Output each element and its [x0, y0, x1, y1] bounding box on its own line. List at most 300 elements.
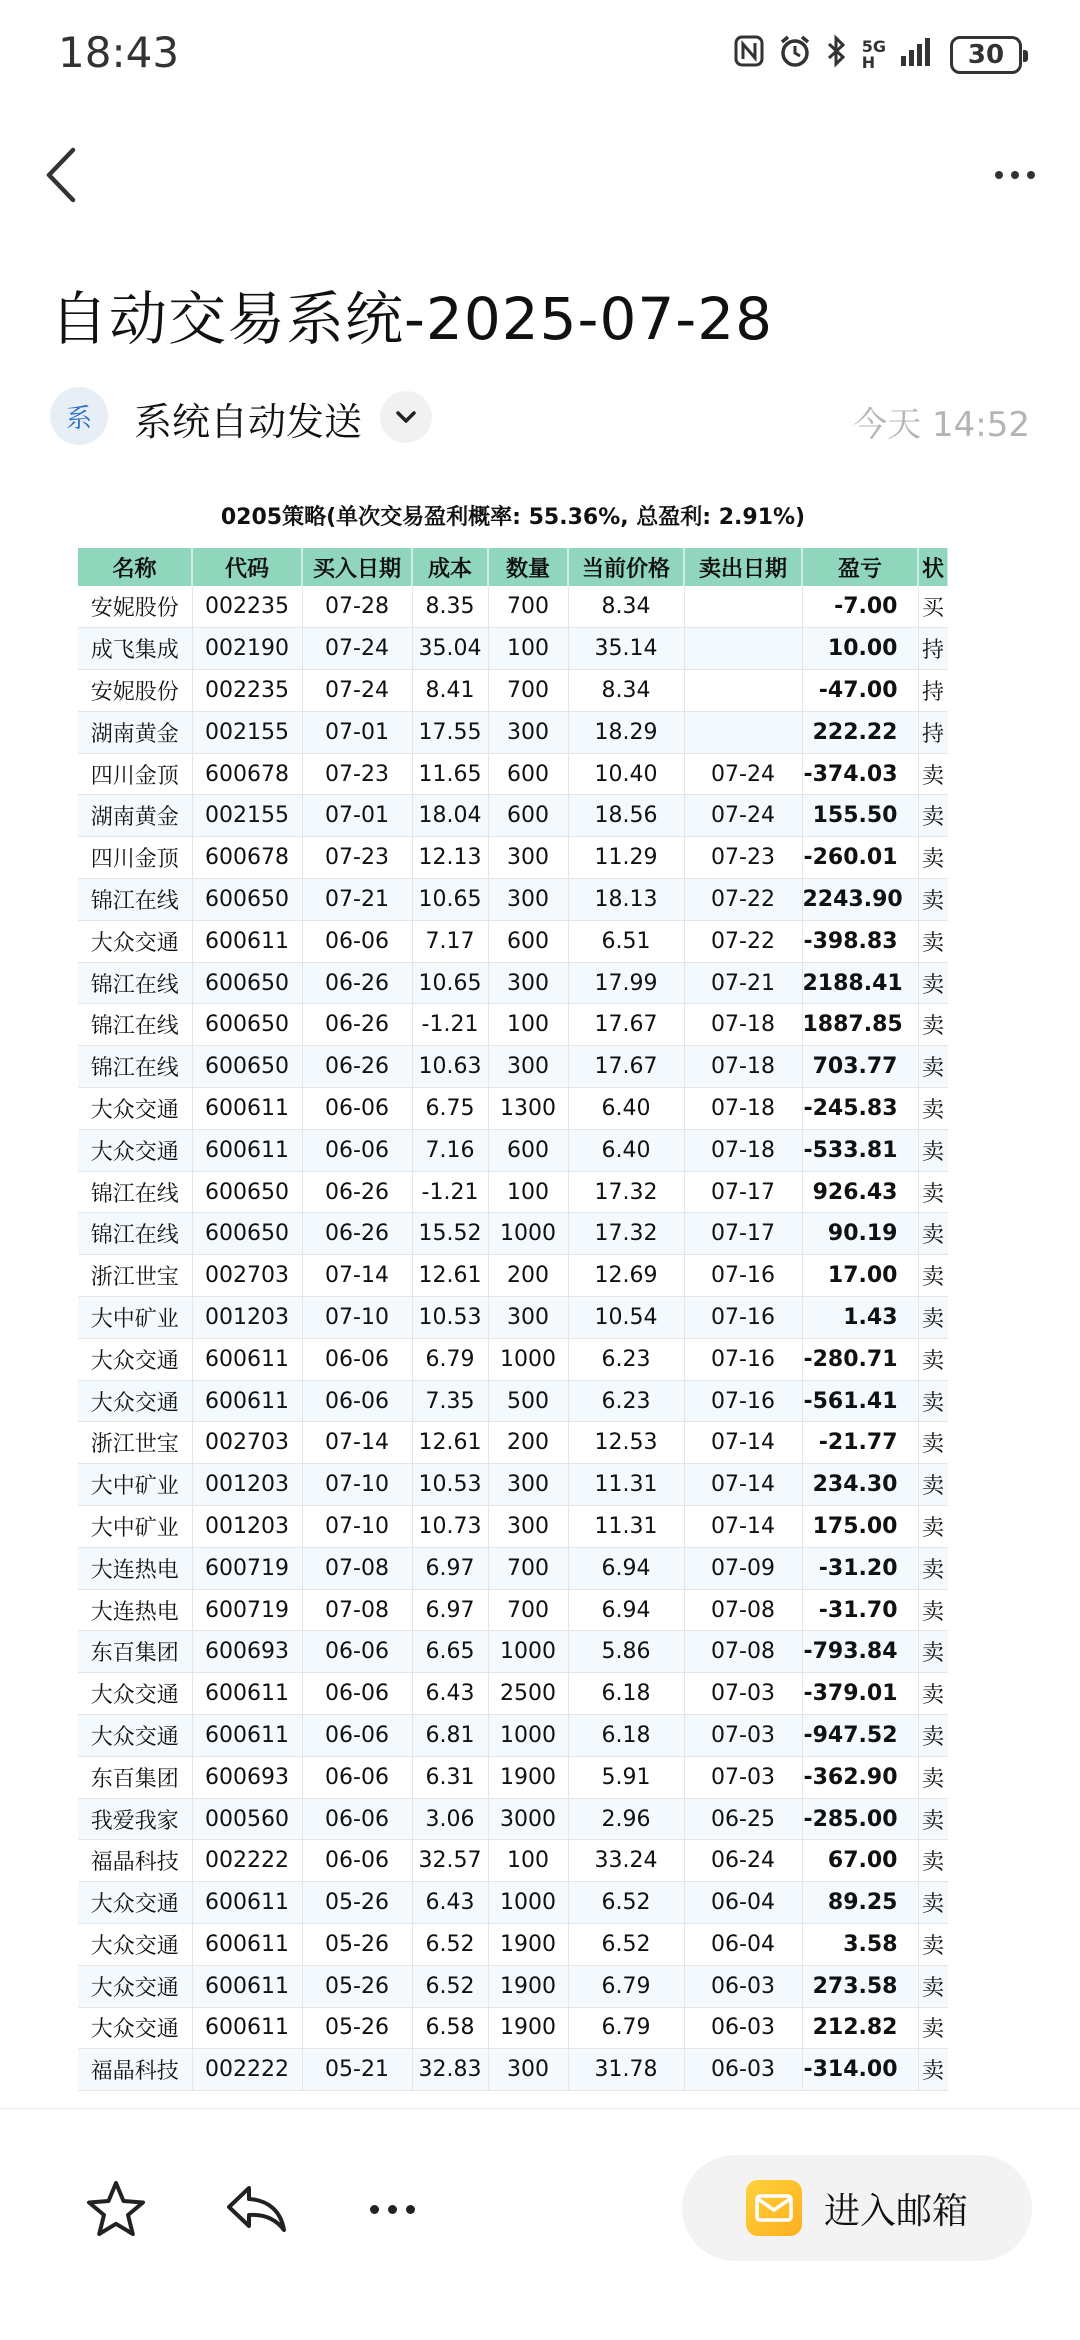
cell-buy-date: 06-06: [302, 1338, 412, 1380]
nav-bar: [0, 130, 1080, 220]
enter-inbox-label: 进入邮箱: [823, 2190, 968, 2232]
cell-cost: 6.75: [412, 1088, 488, 1130]
star-icon: [85, 2179, 147, 2239]
cell-pnl: 703.77: [802, 1046, 918, 1088]
cell-buy-date: 07-21: [302, 879, 412, 921]
cell-pnl: 3.58: [802, 1924, 918, 1966]
cell-quantity: 600: [488, 753, 568, 795]
table-row: [78, 1255, 948, 1297]
col-header-quantity: 数量: [488, 548, 568, 586]
cell-pnl: -362.90: [802, 1756, 918, 1798]
table-row: [78, 1840, 948, 1882]
cell-quantity: 300: [488, 711, 568, 753]
cell-cost: 3.06: [412, 1798, 488, 1840]
cell-name: 福晶科技: [78, 1840, 192, 1882]
bottom-action-bar: [0, 2109, 1080, 2340]
cell-quantity: 300: [488, 879, 568, 921]
cell-status: 持: [918, 711, 948, 753]
reply-button[interactable]: [216, 2169, 296, 2249]
cell-sell-date: 07-18: [684, 1046, 802, 1088]
cell-name: 锦江在线: [78, 1171, 192, 1213]
cell-sell-date: [684, 711, 802, 753]
cell-pnl: 926.43: [802, 1171, 918, 1213]
cell-code: 002235: [192, 670, 302, 712]
cell-name: 大众交通: [78, 1380, 192, 1422]
cell-buy-date: 06-26: [302, 1004, 412, 1046]
cell-sell-date: 07-16: [684, 1338, 802, 1380]
cell-code: 600611: [192, 1380, 302, 1422]
cell-status: 卖: [918, 1631, 948, 1673]
cell-cost: 10.65: [412, 962, 488, 1004]
table-header-row: [78, 548, 948, 586]
cell-sell-date: 07-08: [684, 1631, 802, 1673]
cell-pnl: -379.01: [802, 1673, 918, 1715]
cell-current-price: 18.56: [568, 795, 684, 837]
cell-status: 持: [918, 670, 948, 712]
cell-buy-date: 06-06: [302, 1631, 412, 1673]
cell-pnl: -533.81: [802, 1129, 918, 1171]
cell-status: 卖: [918, 1297, 948, 1339]
reply-icon: [223, 2182, 289, 2236]
cell-current-price: 6.79: [568, 2007, 684, 2049]
table-row: [78, 1715, 948, 1757]
cell-quantity: 1000: [488, 1631, 568, 1673]
cell-status: 卖: [918, 920, 948, 962]
cell-quantity: 700: [488, 1589, 568, 1631]
cell-sell-date: 07-24: [684, 795, 802, 837]
cell-current-price: 6.94: [568, 1547, 684, 1589]
cell-quantity: 600: [488, 795, 568, 837]
cell-name: 大众交通: [78, 1924, 192, 1966]
cell-name: 锦江在线: [78, 962, 192, 1004]
cell-code: 600650: [192, 1046, 302, 1088]
nfc-icon: [734, 35, 764, 75]
cell-current-price: 6.23: [568, 1338, 684, 1380]
cell-pnl: -314.00: [802, 2049, 918, 2091]
cell-quantity: 300: [488, 2049, 568, 2091]
cell-code: 600611: [192, 1338, 302, 1380]
cell-quantity: 300: [488, 1297, 568, 1339]
table-row: [78, 1380, 948, 1422]
cell-sell-date: 07-18: [684, 1004, 802, 1046]
cell-sell-date: 07-08: [684, 1589, 802, 1631]
cell-name: 大中矿业: [78, 1464, 192, 1506]
cell-status: 卖: [918, 1380, 948, 1422]
cell-buy-date: 07-14: [302, 1422, 412, 1464]
cell-code: 600650: [192, 1171, 302, 1213]
cell-quantity: 700: [488, 1547, 568, 1589]
cell-sell-date: 07-17: [684, 1171, 802, 1213]
cell-current-price: 6.52: [568, 1924, 684, 1966]
cell-code: 600678: [192, 753, 302, 795]
cell-code: 001203: [192, 1506, 302, 1548]
cell-buy-date: 07-01: [302, 711, 412, 753]
cell-pnl: 175.00: [802, 1506, 918, 1548]
cell-quantity: 200: [488, 1422, 568, 1464]
cell-quantity: 100: [488, 1004, 568, 1046]
cell-sell-date: 06-03: [684, 1965, 802, 2007]
bluetooth-icon: [826, 34, 848, 76]
cell-sell-date: 07-09: [684, 1547, 802, 1589]
cell-buy-date: 06-06: [302, 1673, 412, 1715]
cell-status: 卖: [918, 1338, 948, 1380]
cell-quantity: 700: [488, 670, 568, 712]
cell-code: 600611: [192, 1088, 302, 1130]
dot-icon: [370, 2205, 379, 2214]
table-row: [78, 1171, 948, 1213]
table-row: [78, 837, 948, 879]
cell-current-price: 6.23: [568, 1380, 684, 1422]
cell-sell-date: 07-03: [684, 1715, 802, 1757]
table-row: [78, 2049, 948, 2091]
cell-sell-date: 07-14: [684, 1422, 802, 1464]
cell-sell-date: 07-16: [684, 1255, 802, 1297]
cell-name: 浙江世宝: [78, 1255, 192, 1297]
cell-current-price: 12.69: [568, 1255, 684, 1297]
table-row: [78, 1004, 948, 1046]
cell-quantity: 1000: [488, 1882, 568, 1924]
cell-name: 湖南黄金: [78, 795, 192, 837]
cell-cost: 12.13: [412, 837, 488, 879]
cell-pnl: -280.71: [802, 1338, 918, 1380]
dot-icon: [1011, 171, 1019, 179]
cell-quantity: 100: [488, 1840, 568, 1882]
cell-cost: 10.65: [412, 879, 488, 921]
cell-status: 卖: [918, 1965, 948, 2007]
cell-buy-date: 05-26: [302, 1965, 412, 2007]
status-time: 18:43: [58, 28, 180, 77]
star-button[interactable]: [76, 2169, 156, 2249]
chevron-down-icon: [395, 410, 417, 424]
table-row: [78, 1589, 948, 1631]
cell-current-price: 5.86: [568, 1631, 684, 1673]
cell-current-price: 12.53: [568, 1422, 684, 1464]
cell-buy-date: 05-21: [302, 2049, 412, 2091]
table-row: [78, 1088, 948, 1130]
cell-current-price: 6.40: [568, 1088, 684, 1130]
col-header-status: 状: [918, 548, 948, 586]
table-row: [78, 1965, 948, 2007]
cell-sell-date: 07-18: [684, 1088, 802, 1130]
alarm-icon: [778, 34, 812, 76]
cell-pnl: 10.00: [802, 628, 918, 670]
cell-sell-date: 07-14: [684, 1464, 802, 1506]
dot-icon: [406, 2205, 415, 2214]
cell-pnl: 1.43: [802, 1297, 918, 1339]
cell-code: 001203: [192, 1464, 302, 1506]
cell-code: 600693: [192, 1631, 302, 1673]
cell-quantity: 1900: [488, 2007, 568, 2049]
dot-icon: [1027, 171, 1035, 179]
table-row: [78, 711, 948, 753]
cell-quantity: 200: [488, 1255, 568, 1297]
table-row: [78, 628, 948, 670]
cell-cost: 10.53: [412, 1464, 488, 1506]
sender-details-toggle[interactable]: [380, 391, 432, 443]
cell-sell-date: 06-04: [684, 1882, 802, 1924]
cell-name: 浙江世宝: [78, 1422, 192, 1464]
cell-cost: 10.53: [412, 1297, 488, 1339]
cell-cost: 11.65: [412, 753, 488, 795]
cell-cost: -1.21: [412, 1171, 488, 1213]
cell-sell-date: [684, 586, 802, 628]
more-actions-button[interactable]: [352, 2169, 432, 2249]
cell-name: 锦江在线: [78, 879, 192, 921]
cell-current-price: 8.34: [568, 670, 684, 712]
cell-current-price: 17.32: [568, 1213, 684, 1255]
cell-quantity: 300: [488, 1046, 568, 1088]
cell-name: 成飞集成: [78, 628, 192, 670]
cell-sell-date: [684, 670, 802, 712]
cell-buy-date: 07-23: [302, 753, 412, 795]
cell-current-price: 6.51: [568, 920, 684, 962]
strategy-title: 0205策略(单次交易盈利概率: 55.36%, 总盈利: 2.91%): [220, 505, 806, 530]
cell-status: 卖: [918, 1840, 948, 1882]
network-sub: H: [861, 53, 876, 72]
cell-name: 大众交通: [78, 1882, 192, 1924]
cell-quantity: 700: [488, 586, 568, 628]
cell-sell-date: 07-21: [684, 962, 802, 1004]
table-row: [78, 1547, 948, 1589]
chevron-left-icon: [43, 146, 77, 204]
network-type: 5G: [861, 37, 886, 56]
cell-current-price: 2.96: [568, 1798, 684, 1840]
cell-buy-date: 06-06: [302, 1756, 412, 1798]
cell-buy-date: 05-26: [302, 1924, 412, 1966]
cell-code: 600650: [192, 962, 302, 1004]
cell-quantity: 600: [488, 1129, 568, 1171]
cell-code: 600650: [192, 1213, 302, 1255]
cell-cost: 15.52: [412, 1213, 488, 1255]
cell-buy-date: 05-26: [302, 2007, 412, 2049]
cell-pnl: 67.00: [802, 1840, 918, 1882]
cell-pnl: 212.82: [802, 2007, 918, 2049]
cell-current-price: 10.54: [568, 1297, 684, 1339]
cell-cost: 6.52: [412, 1924, 488, 1966]
sender-avatar[interactable]: 系: [50, 387, 108, 445]
sent-time: 今天 14:52: [853, 405, 1030, 445]
col-header-pnl: 盈亏: [802, 548, 918, 586]
table-row: [78, 1338, 948, 1380]
cell-quantity: 300: [488, 837, 568, 879]
cell-sell-date: 06-04: [684, 1924, 802, 1966]
cell-cost: 6.97: [412, 1589, 488, 1631]
cell-name: 大众交通: [78, 1338, 192, 1380]
cell-cost: 6.79: [412, 1338, 488, 1380]
table-row: [78, 1798, 948, 1840]
cell-current-price: 35.14: [568, 628, 684, 670]
cell-code: 002190: [192, 628, 302, 670]
cell-pnl: -374.03: [802, 753, 918, 795]
cell-code: 600650: [192, 879, 302, 921]
cell-sell-date: 06-25: [684, 1798, 802, 1840]
cell-cost: 6.52: [412, 1965, 488, 2007]
cell-current-price: 17.67: [568, 1004, 684, 1046]
cell-code: 001203: [192, 1297, 302, 1339]
cell-buy-date: 07-28: [302, 586, 412, 628]
cell-status: 卖: [918, 1129, 948, 1171]
cell-current-price: 17.67: [568, 1046, 684, 1088]
cell-sell-date: 07-03: [684, 1673, 802, 1715]
cell-quantity: 500: [488, 1380, 568, 1422]
cell-pnl: 273.58: [802, 1965, 918, 2007]
more-options-button[interactable]: [980, 150, 1050, 200]
cell-cost: 8.41: [412, 670, 488, 712]
cell-buy-date: 06-26: [302, 1171, 412, 1213]
cell-name: 福晶科技: [78, 2049, 192, 2091]
table-row: [78, 586, 948, 628]
cell-cost: 12.61: [412, 1422, 488, 1464]
cell-sell-date: 06-24: [684, 1840, 802, 1882]
cell-cost: 32.57: [412, 1840, 488, 1882]
cell-pnl: 222.22: [802, 711, 918, 753]
cell-code: 002235: [192, 586, 302, 628]
cell-name: 锦江在线: [78, 1046, 192, 1088]
cell-buy-date: 07-08: [302, 1589, 412, 1631]
cell-buy-date: 07-01: [302, 795, 412, 837]
cell-pnl: -31.70: [802, 1589, 918, 1631]
cell-quantity: 1000: [488, 1715, 568, 1757]
table-row: [78, 1506, 948, 1548]
cell-buy-date: 07-10: [302, 1464, 412, 1506]
cell-cost: 6.43: [412, 1673, 488, 1715]
table-row: [78, 1046, 948, 1088]
cell-buy-date: 07-23: [302, 837, 412, 879]
cell-cost: 7.16: [412, 1129, 488, 1171]
cell-quantity: 300: [488, 962, 568, 1004]
cell-status: 卖: [918, 1924, 948, 1966]
cell-buy-date: 06-06: [302, 1840, 412, 1882]
table-row: [78, 1422, 948, 1464]
cell-code: 600611: [192, 1965, 302, 2007]
cell-name: 大连热电: [78, 1547, 192, 1589]
trade-table-container[interactable]: [78, 548, 948, 2108]
cell-current-price: 5.91: [568, 1756, 684, 1798]
cell-current-price: 17.99: [568, 962, 684, 1004]
cell-status: 卖: [918, 1798, 948, 1840]
cell-sell-date: 07-18: [684, 1129, 802, 1171]
cell-current-price: 31.78: [568, 2049, 684, 2091]
cell-current-price: 6.52: [568, 1882, 684, 1924]
cell-pnl: -7.00: [802, 586, 918, 628]
cell-current-price: 11.29: [568, 837, 684, 879]
cell-current-price: 18.29: [568, 711, 684, 753]
cell-current-price: 10.40: [568, 753, 684, 795]
cell-sell-date: 07-22: [684, 920, 802, 962]
table-row: [78, 1464, 948, 1506]
cell-status: 卖: [918, 1088, 948, 1130]
cell-status: 卖: [918, 1756, 948, 1798]
col-header-name: 名称: [78, 548, 192, 586]
sender-name[interactable]: 系统自动发送: [134, 400, 363, 444]
cell-name: 锦江在线: [78, 1213, 192, 1255]
battery-indicator: 30: [950, 36, 1022, 74]
cell-pnl: 1887.85: [802, 1004, 918, 1046]
cell-quantity: 100: [488, 1171, 568, 1213]
cell-sell-date: 07-22: [684, 879, 802, 921]
cell-cost: 8.35: [412, 586, 488, 628]
cell-sell-date: 07-24: [684, 753, 802, 795]
cell-sell-date: 07-16: [684, 1297, 802, 1339]
cell-pnl: 234.30: [802, 1464, 918, 1506]
cell-code: 600678: [192, 837, 302, 879]
cell-quantity: 2500: [488, 1673, 568, 1715]
table-row: [78, 1631, 948, 1673]
cell-status: 卖: [918, 1213, 948, 1255]
cell-buy-date: 06-26: [302, 1213, 412, 1255]
cell-name: 湖南黄金: [78, 711, 192, 753]
cell-code: 000560: [192, 1798, 302, 1840]
cell-pnl: -31.20: [802, 1547, 918, 1589]
cell-name: 大众交通: [78, 1673, 192, 1715]
cell-status: 卖: [918, 1547, 948, 1589]
cell-cost: 6.81: [412, 1715, 488, 1757]
cell-current-price: 6.18: [568, 1715, 684, 1757]
cell-buy-date: 07-10: [302, 1506, 412, 1548]
mail-title: 自动交易系统-2025-07-28: [50, 285, 773, 353]
cell-name: 我爱我家: [78, 1798, 192, 1840]
table-row: [78, 753, 948, 795]
enter-inbox-button[interactable]: [682, 2155, 1032, 2261]
cell-cost: 6.31: [412, 1756, 488, 1798]
mail-envelope-icon: [746, 2180, 802, 2236]
cell-sell-date: 07-16: [684, 1380, 802, 1422]
cell-code: 600693: [192, 1756, 302, 1798]
cell-sell-date: 07-03: [684, 1756, 802, 1798]
cell-status: 卖: [918, 1004, 948, 1046]
cell-cost: 10.63: [412, 1046, 488, 1088]
cell-status: 卖: [918, 2007, 948, 2049]
cell-code: 600719: [192, 1589, 302, 1631]
cell-current-price: 33.24: [568, 1840, 684, 1882]
back-button[interactable]: [30, 140, 90, 210]
cell-pnl: -260.01: [802, 837, 918, 879]
cell-code: 600611: [192, 1673, 302, 1715]
trade-table: [78, 548, 948, 2091]
cell-buy-date: 07-24: [302, 628, 412, 670]
cell-name: 大众交通: [78, 920, 192, 962]
cell-current-price: 6.79: [568, 1965, 684, 2007]
table-row: [78, 1129, 948, 1171]
cell-code: 002703: [192, 1422, 302, 1464]
cell-buy-date: 06-06: [302, 920, 412, 962]
cell-buy-date: 07-10: [302, 1297, 412, 1339]
cell-name: 安妮股份: [78, 670, 192, 712]
table-row: [78, 1756, 948, 1798]
cell-quantity: 300: [488, 1464, 568, 1506]
cell-cost: 6.58: [412, 2007, 488, 2049]
cell-name: 大连热电: [78, 1589, 192, 1631]
cell-pnl: 2188.41: [802, 962, 918, 1004]
cell-code: 002155: [192, 795, 302, 837]
col-header-current-price: 当前价格: [568, 548, 684, 586]
cell-quantity: 1900: [488, 1924, 568, 1966]
sender-row: [50, 385, 1030, 449]
cell-name: 锦江在线: [78, 1004, 192, 1046]
cell-name: 四川金顶: [78, 753, 192, 795]
cell-sell-date: 07-14: [684, 1506, 802, 1548]
cell-buy-date: 06-06: [302, 1129, 412, 1171]
col-header-buy-date: 买入日期: [302, 548, 412, 586]
cell-status: 卖: [918, 1464, 948, 1506]
cell-name: 大众交通: [78, 1129, 192, 1171]
cell-current-price: 11.31: [568, 1506, 684, 1548]
cell-code: 002703: [192, 1255, 302, 1297]
cell-code: 600611: [192, 2007, 302, 2049]
cell-sell-date: 07-23: [684, 837, 802, 879]
cell-status: 卖: [918, 1255, 948, 1297]
table-row: [78, 2007, 948, 2049]
